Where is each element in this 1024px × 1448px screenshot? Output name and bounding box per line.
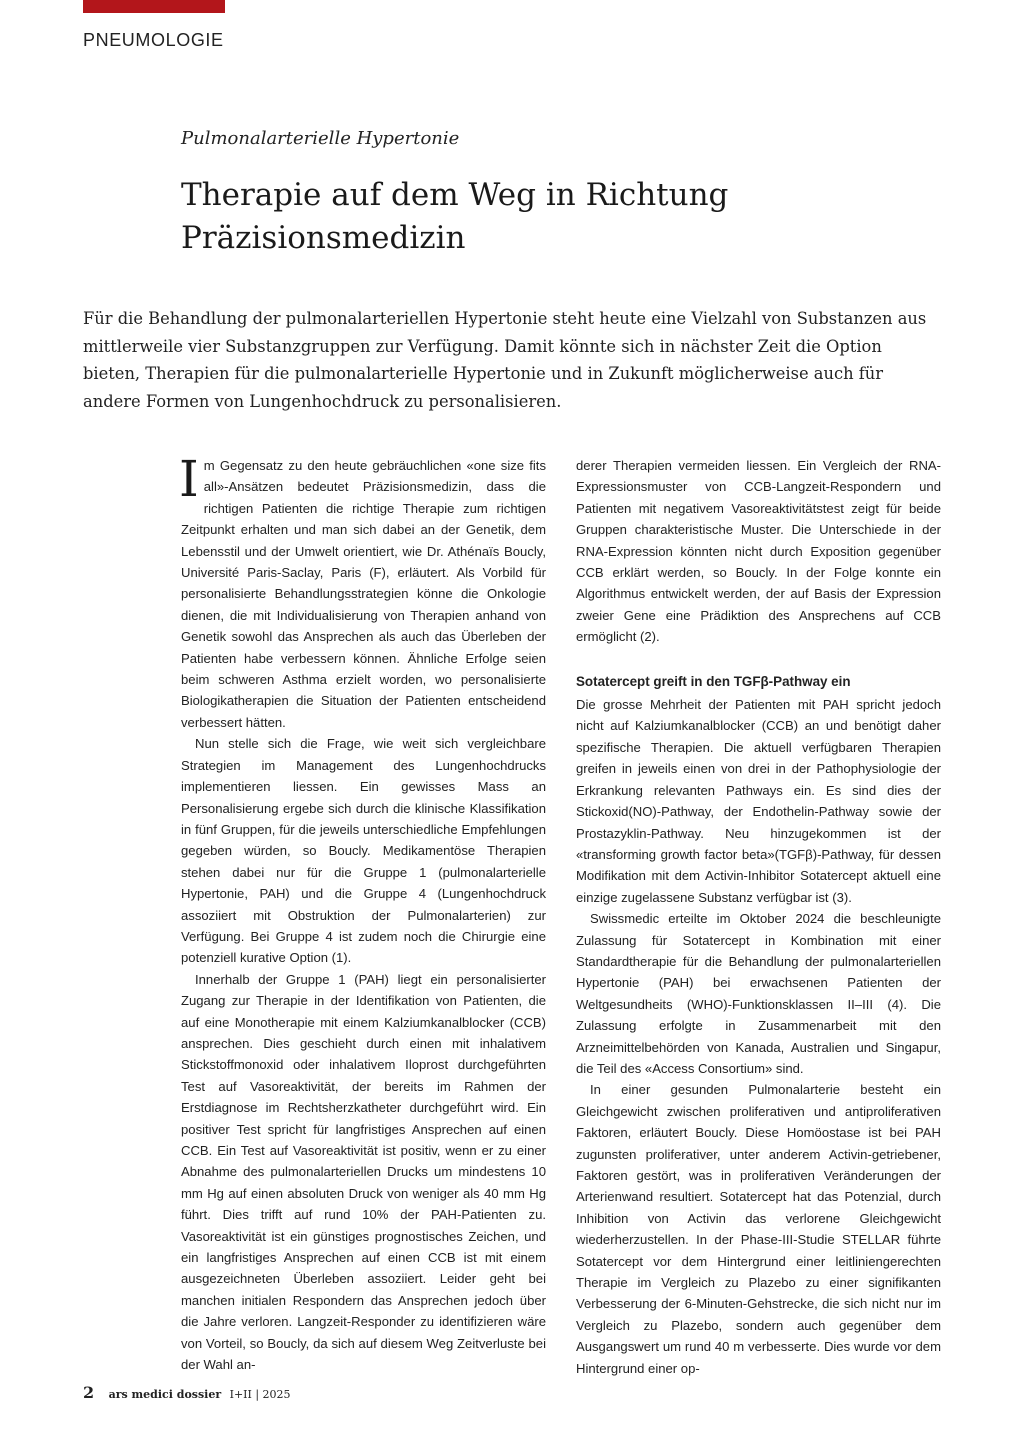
page-number: 2 <box>83 1383 95 1402</box>
page-footer <box>83 1383 291 1403</box>
body-paragraph: derer Therapien vermeiden liessen. Ein Vergleich der RNA-Expressionsmuster von CCB-Langzeit-Respondern und Patienten mit negativem Vasoreaktivitätstest zeigt für beide Gruppen charakteristische Muster. Die Unterschiede in der RNA-Expression könnten nicht durch Exposition gegenüber CCB erklärt werden, so Boucly. In der Folge konnte ein Algorithmus entwickelt werden, der auf Basis der Expression zweier Gene eine Prädiktion des Ansprechens auf CCB ermöglicht (2). <box>576 458 941 645</box>
body-column-left <box>179 450 546 1375</box>
journal-name: ars medici dossier <box>108 1388 222 1401</box>
article-kicker: Pulmonalarterielle Hypertonie <box>181 128 460 149</box>
body-paragraph: Die grosse Mehrheit der Patienten mit PAH spricht jedoch nicht auf Kalziumkanalblocker (CCB) an und benötigt daher spezifische Therapien. Die aktuell verfügbaren Therapien greifen in jeweils einen von drei in der Pathophysiologie der Erkrankung relevanten Pathways ein. Es sind dies der Stickoxid(NO)-Pathway, der Endothelin-Pathway sowie der Prostazyklin-Pathway. Neu hinzugekommen ist der «transforming growth factor beta»(TGFβ)-Pathway, für dessen Modifikation mit dem Activin-Inhibitor Sotatercept aktuell eine einzige zugelassene Substanz verfügbar ist (3). <box>576 697 941 905</box>
section-color-bar <box>83 0 225 13</box>
body-paragraph <box>179 450 546 733</box>
body-paragraph: Swissmedic erteilte im Oktober 2024 die beschleunigte Zulassung für Sotatercept in Kombination mit einer Standardtherapie für die Behandlung der pulmonalarteriellen Hypertonie (PAH) bei erwachsenen Patienten der Weltgesundheits (WHO)-Funktionsklassen II–III (4). Die Zulassung erfolgte in Zusammenarbeit mit den Arzneimittelbehörden von Kanada, Australien und Singapur, die Teil des «Access Consortium» sind. <box>576 911 941 1076</box>
article-title-line-2: Präzisionsmedizin <box>181 220 466 256</box>
article-title <box>181 174 941 260</box>
drop-cap: I <box>179 450 199 508</box>
article-title-line-1: Therapie auf dem Weg in Richtung <box>181 177 729 213</box>
body-paragraph: Innerhalb der Gruppe 1 (PAH) liegt ein personalisierter Zugang zur Therapie in der Identifikation von Patienten, die auf eine Monotherapie mit einem Kalziumkanalblocker (CCB) ansprechen. Dies geschieht durch einen mit inhalativem Stickstoffmonoxid oder inhalativem Iloprost durchgeführten Test auf Vasoreaktivität, der bereits im Rahmen der Erstdiagnose im Rechtsherzkatheter durchgeführt wird. Ein positiver Test spricht für langfristiges Ansprechen auf einen CCB. Ein Test auf Vasoreaktivität ist positiv, wenn er zu einer Abnahme des pulmonalarteriellen Drucks um mindestens 10 mm Hg auf einen absoluten Druck von weniger als 40 mm Hg führt. Dies trifft auf rund 10% der PAH-Patienten zu. Vasoreaktivität ist ein günstiges prognostisches Zeichen, und ein langfristiges Ansprechen auf einen CCB ist mit einem ausgezeichneten Überleben assoziiert. Leider geht bei manchen initialen Respondern das Ansprechen jedoch über die Jahre verloren. Langzeit-Responder zu identifizieren wäre von Vorteil, so Boucly, da sich auf diesem Weg Zeitverluste bei der Wahl an- <box>181 971 546 1373</box>
section-subheading: Sotatercept greift in den TGFβ-Pathway ein <box>576 673 851 689</box>
body-paragraph: In einer gesunden Pulmonalarterie besteht ein Gleichgewicht zwischen proliferativen und antiproliferativen Faktoren, erläutert Boucly. Diese Homöostase ist bei PAH zugunsten proliferativer, unter anderem Activin-getriebener, Faktoren gestört, was in proliferativen Veränderungen der Arterienwand resultiert. Sotatercept hat das Potenzial, durch Inhibition von Activin das verlorene Gleichgewicht wiederherzustellen. In der Phase-III-Studie STELLAR führte Sotatercept vor dem Hintergrund einer leitliniengerechten Therapie im Vergleich zu Plazebo zu einer signifikanten Verbesserung der 6-Minuten-Gehstrecke, die sich nicht nur im Vergleich zu Plazebo, sondern auch gegenüber dem Ausgangswert um rund 40 m verbesserte. Dies wurde vor dem Hintergrund einer op- <box>576 1082 941 1376</box>
issue-info: I+II | 2025 <box>229 1388 291 1401</box>
article-lead: Für die Behandlung der pulmonalarteriellen Hypertonie steht heute eine Vielzahl von Substanzen aus mittlerweile vier Substanzgruppen zur Verfügung. Damit könnte sich in nächster Zeit die Option bieten, Therapien für die pulmonalarterielle Hypertonie und in Zukunft möglicherweise auch für andere Formen von Lungenhochdruck zu personalisieren. <box>83 309 927 411</box>
body-paragraph-text: m Gegensatz zu den heute gebräuchlichen «one size fits all»-Ansätzen bedeutet Präzisionsmedizin, dass die richtigen Patienten die richtige Therapie zum richtigen Zeitpunkt erhalten und man sich dabei an der Genetik, dem Lebensstil und der Umwelt orientiert, wie Dr. Athénaïs Boucly, Université Paris-Saclay, Paris (F), erläutert. Als Vorbild für personalisierte Behandlungsstrategien könne die Onkologie dienen, die mit Individualisierung von Therapien anhand von Genetik sowohl das Ansprechen als auch das Überleben der Patienten habe verbessern können. Ähnliche Erfolge seien beim schweren Asthma erzielt worden, wo personalisierte Biologikatherapien die Situation der Patienten entscheidend verbessert hätten. <box>181 458 546 730</box>
body-paragraph: Nun stelle sich die Frage, wie weit sich vergleichbare Strategien im Management des Lungenhochdrucks implementieren liessen. Ein gewisses Mass an Personalisierung ergebe sich durch die klinische Klassifikation in fünf Gruppen, für die jeweils unterschiedliche Empfehlungen gegeben würden, so Boucly. Medikamentöse Therapien stehen dabei nur für die Gruppe 1 (pulmonalarterielle Hypertonie, PAH) und die Gruppe 4 (Lungenhochdruck assoziiert mit Obstruktion der Pulmonalarterien) zur Verfügung. Bei Gruppe 4 ist zudem noch die Chirurgie eine potenziell kurative Option (1). <box>181 736 546 966</box>
body-column-right <box>576 455 941 1379</box>
section-label: PNEUMOLOGIE <box>83 30 224 50</box>
